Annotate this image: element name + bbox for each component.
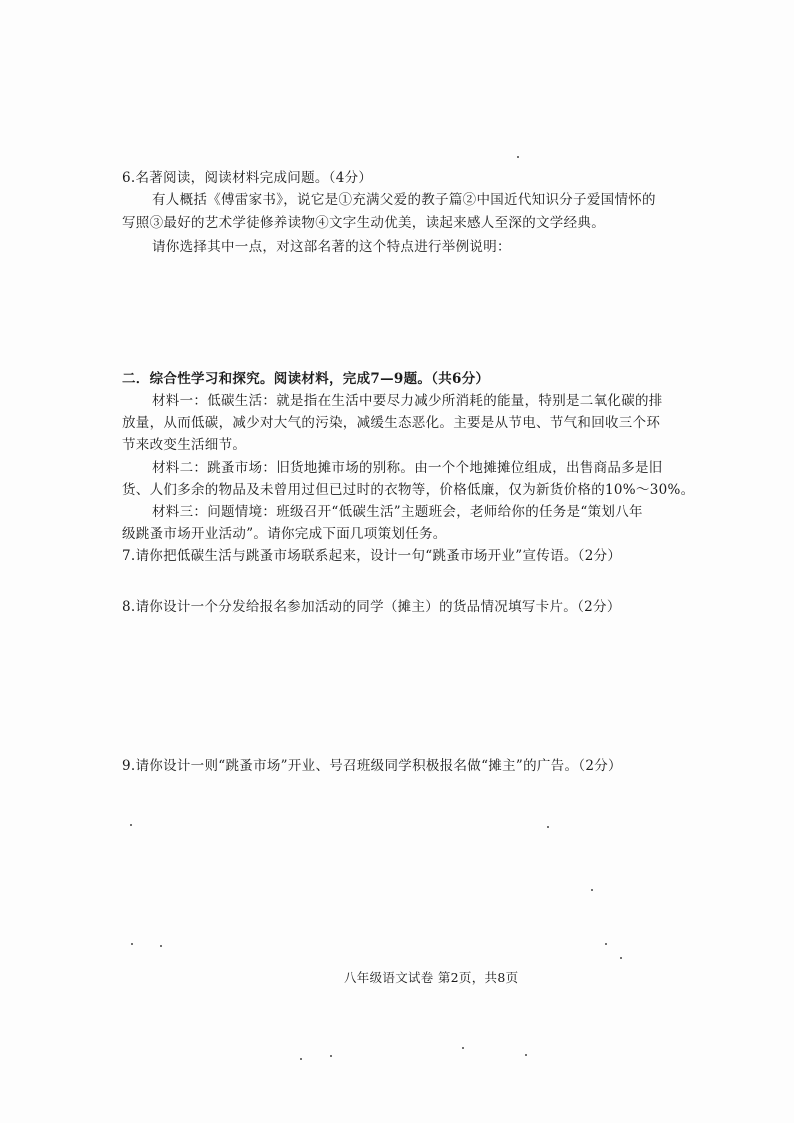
scan-speck (620, 957, 622, 959)
scan-speck (517, 156, 519, 158)
page-footer: 八年级语文试卷 第2页，共8页 (344, 970, 519, 985)
material3-line2: 级跳蚤市场开业活动”。请你完成下面几项策划任务。 (122, 526, 447, 542)
material2-line1: 材料二：跳蚤市场：旧货地摊市场的别称。由一个个地摊摊位组成，出售商品多是旧 (152, 460, 663, 476)
scan-speck (605, 943, 607, 945)
scan-speck (462, 1047, 464, 1049)
scan-speck (330, 1055, 332, 1057)
q6-material-line2: 写照③最好的艺术学徒修养读物④文字生动优美，读起来感人至深的文学经典。 (122, 215, 605, 231)
q6-title: 6.名著阅读，阅读材料完成问题。（4分） (122, 170, 373, 186)
scan-speck (547, 826, 549, 828)
scan-speck (591, 889, 593, 891)
question-8: 8.请你设计一个分发给报名参加活动的同学（摊主）的货品情况填写卡片。（2分） (122, 599, 621, 615)
material3-line1: 材料三：问题情境：班级召开“低碳生活”主题班会，老师给你的任务是“策划八年 (152, 504, 643, 520)
scan-speck (160, 945, 162, 947)
section2-title: 二．综合性学习和探究。阅读材料，完成7—9题。（共6分） (122, 371, 490, 387)
material1-line2: 放量，从而低碳，减少对大气的污染，减缓生态恶化。主要是从节电、节气和回收三个环 (122, 415, 661, 431)
scan-speck (131, 943, 133, 945)
q6-material-line1: 有人概括《傅雷家书》，说它是①充满父爱的教子篇②中国近代知识分子爱国情怀的 (152, 192, 656, 208)
scan-speck (300, 1058, 302, 1060)
material1-line1: 材料一：低碳生活：就是指在生活中要尽力减少所消耗的能量，特别是二氧化碳的排 (152, 393, 663, 409)
question-7: 7.请你把低碳生活与跳蚤市场联系起来，设计一句“跳蚤市场开业”宣传语。（2分） (122, 548, 622, 564)
q6-prompt: 请你选择其中一点，对这部名著的这个特点进行举例说明： (152, 239, 511, 255)
question-9: 9.请你设计一则“跳蚤市场”开业、号召班级同学积极报名做“摊主”的广告。（2分） (122, 758, 622, 774)
scan-speck (130, 824, 132, 826)
material1-line3: 节来改变生活细节。 (122, 437, 247, 453)
material2-line2: 货、人们多余的物品及未曾用过但已过时的衣物等，价格低廉，仅为新货价格的10%～30%。 (122, 482, 695, 498)
scan-speck (525, 1054, 527, 1056)
